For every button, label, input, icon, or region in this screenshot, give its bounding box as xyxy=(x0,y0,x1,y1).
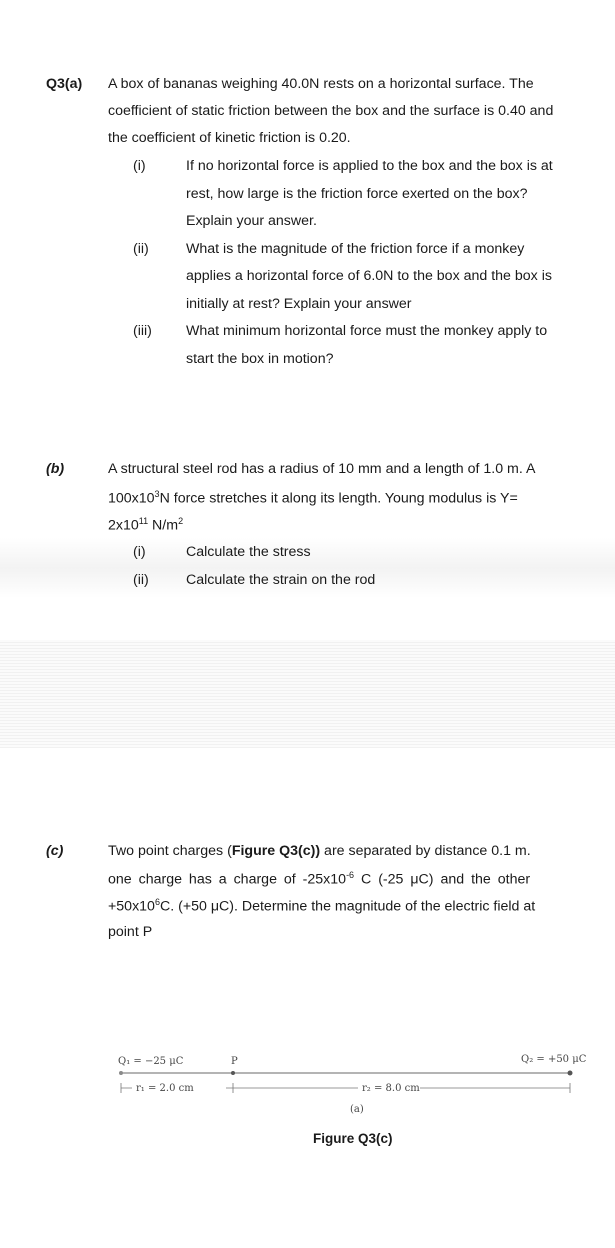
r1-label: r₁ = 2.0 cm xyxy=(136,1083,194,1094)
figure-sub-label: (a) xyxy=(350,1104,364,1115)
q3a-part-i-line1: If no horizontal force is applied to the box and the box is at xyxy=(186,158,553,174)
q3b-text-line3: $2x10^{11}$ $N/m^2$ xyxy=(108,516,184,534)
point-p-marker xyxy=(231,1071,235,1075)
question-label-q3c: (c) xyxy=(46,843,64,859)
r2-label: r₂ = 8.0 cm xyxy=(362,1083,420,1094)
q3a-part-i-num: (i) xyxy=(133,158,146,174)
q3b-text-line1: A structural steel rod has a radius of 10 mm and a length of 1.0 m. A xyxy=(108,461,536,477)
q3a-text-line1: A box of bananas weighing 40.0N rests on a horizontal surface. The xyxy=(108,76,534,92)
q3c-text-line3: $+50x10^6C$. (+50 μC). Determine the magnitude of the electric field at xyxy=(108,897,536,915)
q3b-part-i-text: Calculate the stress xyxy=(186,544,311,560)
q3a-text-line2: coefficient of static friction between the box and the surface is 0.40 and xyxy=(108,103,554,119)
q3a-text-line3: the coefficient of kinetic friction is 0.20. xyxy=(108,130,351,146)
charge-q1-marker xyxy=(119,1071,123,1075)
q3c-text-line2: one charge has a charge of $-25x10^{-6}$ C (-25 μC) and the other xyxy=(108,870,531,888)
question-label-q3b: (b) xyxy=(46,461,65,477)
q3c-text-line4: point P xyxy=(108,924,153,940)
question-label-q3a: Q3(a) xyxy=(46,76,83,92)
p-label: P xyxy=(231,1056,238,1067)
q3a-part-iii-num: (iii) xyxy=(133,323,152,339)
q3c-text-line1: Two point charges (Figure Q3(c)) are separated by distance 0.1 m. xyxy=(108,843,531,859)
q3a-part-iii-line2: start the box in motion? xyxy=(186,351,334,367)
q3a-part-i-line2: rest, how large is the friction force exerted on the box? xyxy=(186,186,528,202)
q2-label: Q₂ = +50 μC xyxy=(521,1054,587,1065)
q3b-part-i-num: (i) xyxy=(133,544,146,560)
q1-label: Q₁ = −25 μC xyxy=(118,1056,184,1067)
q3a-part-i-line3: Explain your answer. xyxy=(186,213,317,229)
figure-q3c xyxy=(0,1010,615,1230)
scan-artifact-band xyxy=(0,640,615,748)
charge-q2-marker xyxy=(568,1071,573,1076)
q3a-part-ii-num: (ii) xyxy=(133,241,149,257)
q3b-text-line2: $100x10^3N$ force stretches it along its length. Young modulus is Y= xyxy=(108,489,518,507)
q3a-part-ii-line2: applies a horizontal force of 6.0N to the box and the box is xyxy=(186,268,552,284)
q3a-part-ii-line3: initially at rest? Explain your answer xyxy=(186,296,412,312)
q3b-part-ii-num: (ii) xyxy=(133,572,149,588)
q3a-part-iii-line1: What minimum horizontal force must the monkey apply to xyxy=(186,323,548,339)
q3b-part-ii-text: Calculate the strain on the rod xyxy=(186,572,376,588)
q3a-part-ii-line1: What is the magnitude of the friction force if a monkey xyxy=(186,241,525,257)
figure-caption: Figure Q3(c) xyxy=(313,1131,393,1146)
